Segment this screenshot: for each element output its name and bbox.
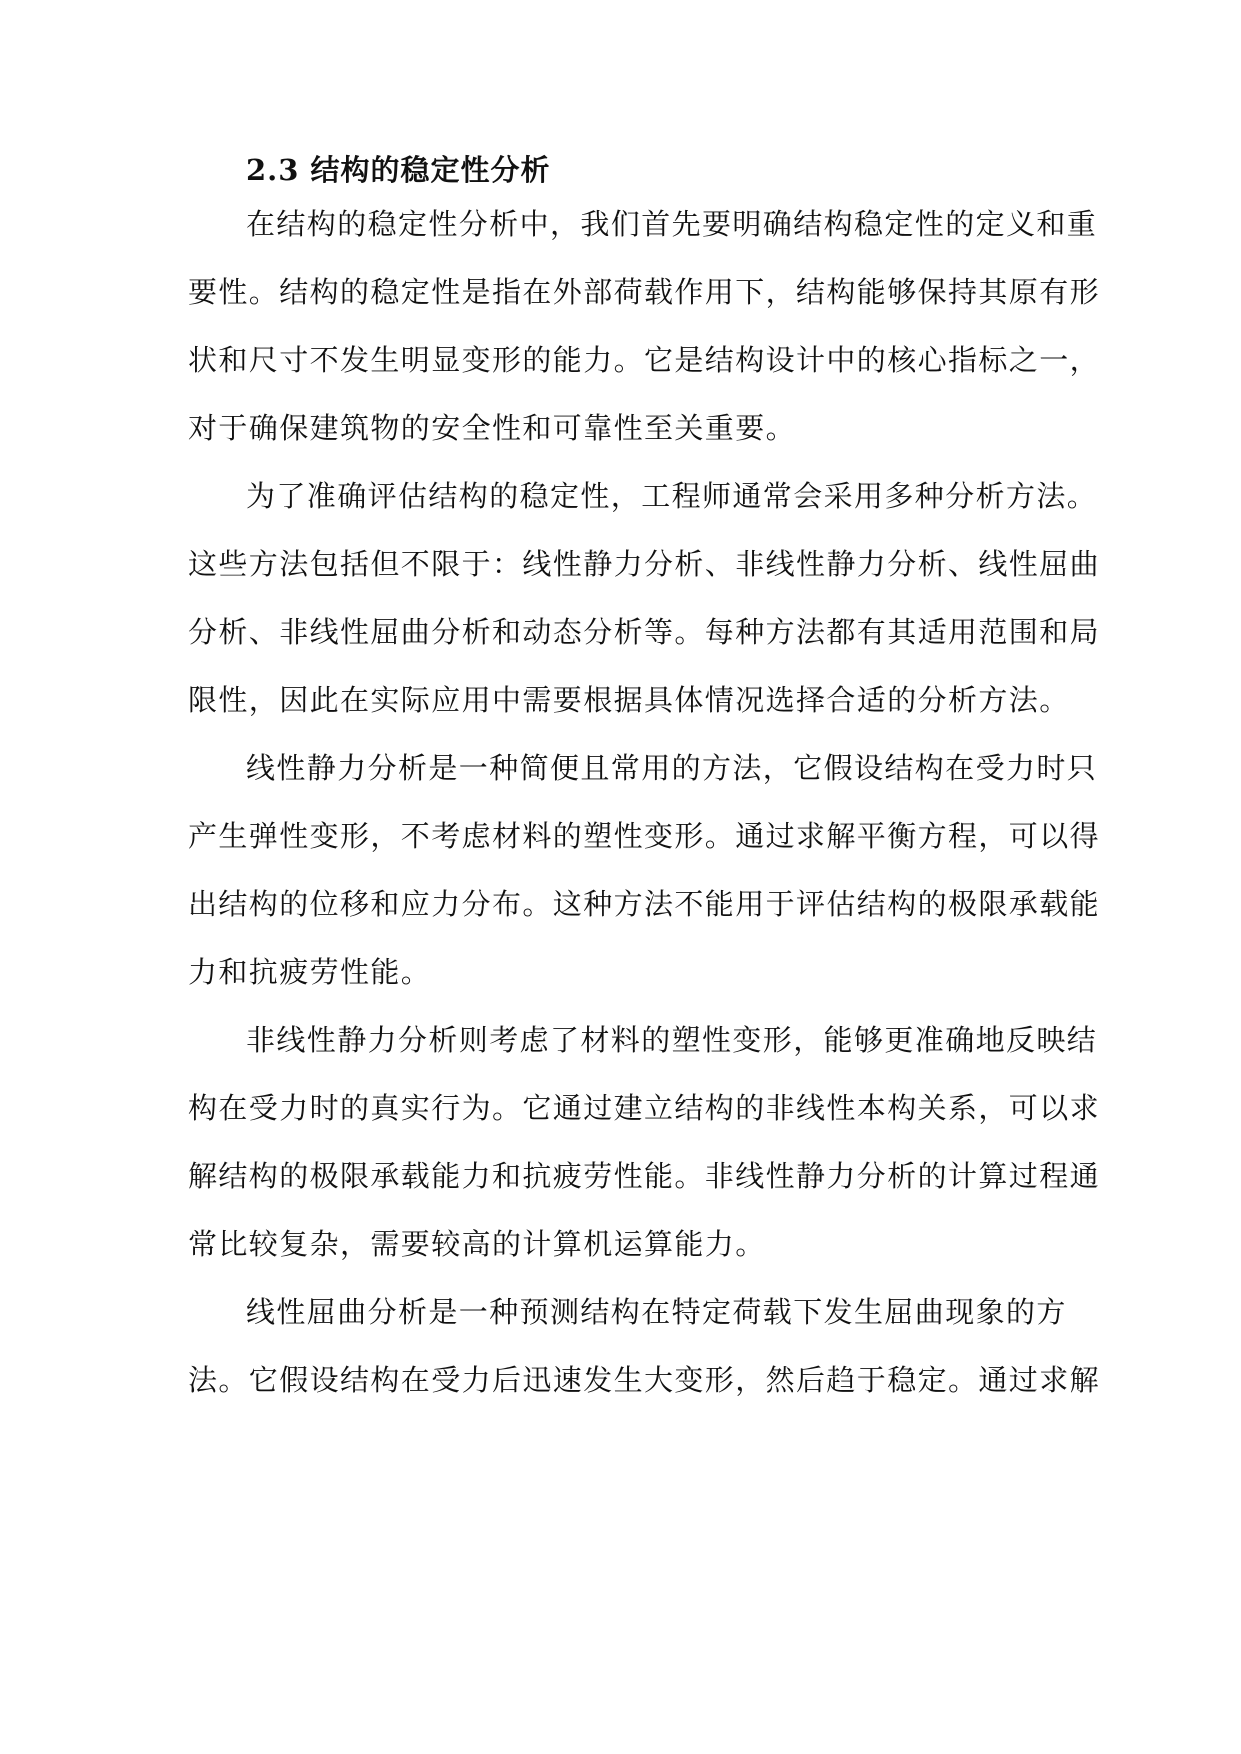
paragraph-line: 常比较复杂，需要较高的计算机运算能力。 (188, 1227, 766, 1261)
paragraph-line: 力和抗疲劳性能。 (188, 955, 432, 989)
paragraph-line: 产生弹性变形，不考虑材料的塑性变形。通过求解平衡方程，可以得 (188, 819, 1101, 853)
paragraph-line: 构在受力时的真实行为。它通过建立结构的非线性本构关系，可以求 (188, 1091, 1101, 1125)
paragraph-line: 在结构的稳定性分析中，我们首先要明确结构稳定性的定义和重 (246, 207, 1098, 241)
paragraph-line: 状和尺寸不发生明显变形的能力。它是结构设计中的核心指标之一， (188, 343, 1101, 377)
section-heading: 2.3 结构的稳定性分析 (246, 153, 551, 187)
paragraph-line: 为了准确评估结构的稳定性，工程师通常会采用多种分析方法。 (246, 479, 1098, 513)
paragraph-line: 法。它假设结构在受力后迅速发生大变形，然后趋于稳定。通过求解 (188, 1363, 1101, 1397)
paragraph-line: 线性屈曲分析是一种预测结构在特定荷载下发生屈曲现象的方 (246, 1295, 1067, 1329)
paragraph-line: 非线性静力分析则考虑了材料的塑性变形，能够更准确地反映结 (246, 1023, 1098, 1057)
paragraph-line: 解结构的极限承载能力和抗疲劳性能。非线性静力分析的计算过程通 (188, 1159, 1101, 1193)
paragraph-line: 线性静力分析是一种简便且常用的方法，它假设结构在受力时只 (246, 751, 1098, 785)
paragraph-line: 这些方法包括但不限于：线性静力分析、非线性静力分析、线性屈曲 (188, 547, 1101, 581)
paragraph-line: 对于确保建筑物的安全性和可靠性至关重要。 (188, 411, 797, 445)
paragraph-line: 出结构的位移和应力分布。这种方法不能用于评估结构的极限承载能 (188, 887, 1101, 921)
paragraph-line: 要性。结构的稳定性是指在外部荷载作用下，结构能够保持其原有形 (188, 275, 1101, 309)
paragraph-line: 限性，因此在实际应用中需要根据具体情况选择合适的分析方法。 (188, 683, 1070, 717)
paragraph-line: 分析、非线性屈曲分析和动态分析等。每种方法都有其适用范围和局 (188, 615, 1101, 649)
